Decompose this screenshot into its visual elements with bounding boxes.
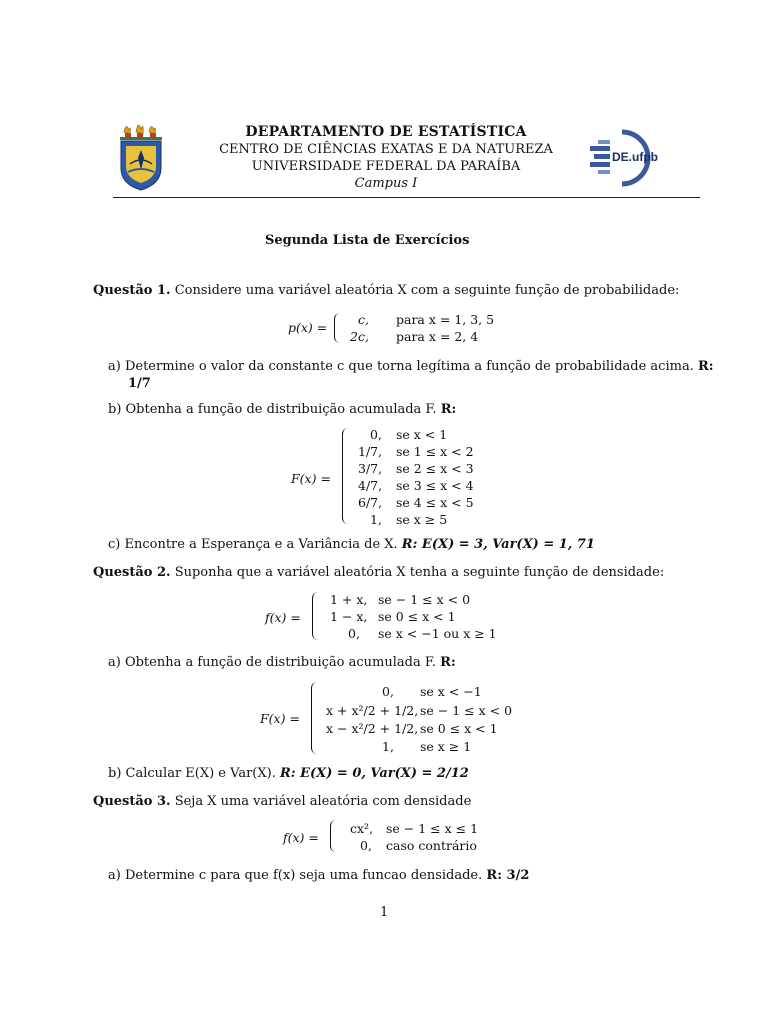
q2-a-r: R: (440, 655, 456, 670)
q1-cdf-r2-val: 1/7, (358, 444, 383, 459)
q2-cdf-r1-val: 0, (382, 684, 394, 699)
q1-c-text: c) Encontre a Esperança e a Variância de X. (108, 537, 398, 552)
q2-cdf-r1-cond: se x < −1 (420, 684, 482, 699)
q2-b-answer: R: E(X) = 0, Var(X) = 2/12 (279, 766, 469, 781)
q3-statement (93, 794, 471, 809)
center-title: CENTRO DE CIÊNCIAS EXATAS E DA NATUREZA (219, 142, 553, 157)
q1-pmf-r2-cond: para x = 2, 4 (396, 329, 479, 344)
q1-cdf-r4-cond: se 3 ≤ x < 4 (396, 478, 474, 493)
q1-pmf-r1-cond: para x = 1, 3, 5 (396, 312, 495, 327)
q2-b-text: b) Calcular E(X) e Var(X). (108, 766, 276, 781)
q1-text: Considere uma variável aleatória X com a seguinte função de probabilidade: (174, 283, 680, 298)
q2-cdf-r2-cond: se − 1 ≤ x < 0 (420, 703, 513, 718)
ufpb-crest-logo (116, 120, 166, 192)
q2-a (108, 655, 456, 670)
q3-pdf-r2-val: 0, (360, 838, 372, 853)
q2-pdf-lhs: f(x) = (265, 610, 301, 625)
q1-cdf-r3-cond: se 2 ≤ x < 3 (396, 461, 474, 476)
q2-cdf-r3-val: x − x²/2 + 1/2, (326, 721, 419, 736)
q1-label: Questão 1. (93, 283, 171, 298)
q1-pmf-brace (334, 313, 341, 343)
q2-b (108, 766, 469, 781)
de-ufpb-logo (588, 128, 658, 188)
q2-pdf-r2-cond: se 0 ≤ x < 1 (378, 609, 456, 624)
q2-pdf-brace (312, 592, 319, 640)
q2-pdf-r3-cond: se x < −1 ou x ≥ 1 (378, 626, 497, 641)
q1-b-text: b) Obtenha a função de distribuição acumulada F. (108, 402, 437, 417)
q3-text: Seja X uma variável aleatória com densidade (174, 794, 472, 809)
university-title: UNIVERSIDADE FEDERAL DA PARAÍBA (251, 159, 521, 174)
q2-pdf-r2-val: 1 − x, (330, 609, 368, 624)
q1-cdf-brace (342, 428, 349, 524)
q3-pdf-r1-val: cx², (350, 821, 374, 836)
q2-cdf-brace (311, 682, 318, 754)
q1-b (108, 402, 456, 417)
q1-a-answer: 1/7 (128, 376, 151, 391)
q1-statement (93, 283, 679, 298)
q1-cdf-r3-val: 3/7, (358, 461, 383, 476)
q3-pdf-r2-cond: caso contrário (386, 838, 477, 853)
q3-a (108, 868, 529, 883)
q1-pmf-lhs: p(x) = (288, 320, 328, 335)
q3-label: Questão 3. (93, 794, 171, 809)
q1-cdf-r4-val: 4/7, (358, 478, 383, 493)
q2-label: Questão 2. (93, 565, 171, 580)
q2-cdf-lhs: F(x) = (260, 711, 300, 726)
q2-pdf-r1-cond: se − 1 ≤ x < 0 (378, 592, 471, 607)
q3-pdf-brace (330, 820, 337, 852)
q2-a-text: a) Obtenha a função de distribuição acumulada F. (108, 655, 436, 670)
q1-cdf-r5-cond: se 4 ≤ x < 5 (396, 495, 474, 510)
q1-a-text: a) Determine o valor da constante c que torna legítima a função de probabilidade acima. (108, 359, 694, 374)
page-number: 1 (380, 905, 389, 920)
q1-cdf-r2-cond: se 1 ≤ x < 2 (396, 444, 474, 459)
q1-cdf-r1-cond: se x < 1 (396, 427, 448, 442)
q1-cdf-lhs: F(x) = (291, 471, 331, 486)
q1-cdf-r6-val: 1, (370, 512, 382, 527)
q2-cdf-r4-cond: se x ≥ 1 (420, 739, 472, 754)
q2-cdf-r3-cond: se 0 ≤ x < 1 (420, 721, 498, 736)
de-ufpb-logo-text: DE.ufpb (612, 150, 658, 164)
q1-pmf-r1-val: c, (358, 312, 369, 327)
q2-statement (93, 565, 664, 580)
q2-cdf-r4-val: 1, (382, 739, 394, 754)
department-title: DEPARTAMENTO DE ESTATÍSTICA (245, 124, 527, 140)
q1-b-r: R: (440, 402, 457, 417)
q1-cdf-r1-val: 0, (370, 427, 382, 442)
q1-cdf-r5-val: 6/7, (358, 495, 383, 510)
q1-c-answer: R: E(X) = 3, Var(X) = 1, 71 (401, 537, 595, 552)
q2-pdf-r1-val: 1 + x, (330, 592, 368, 607)
q3-pdf-r1-cond: se − 1 ≤ x ≤ 1 (386, 821, 479, 836)
q1-cdf-r6-cond: se x ≥ 5 (396, 512, 448, 527)
q1-a (108, 359, 714, 374)
q1-pmf-r2-val: 2c, (350, 329, 369, 344)
q3-a-answer: R: 3/2 (486, 868, 530, 883)
q1-a-r: R: (697, 359, 714, 374)
list-title: Segunda Lista de Exercícios (265, 233, 470, 248)
q3-a-text: a) Determine c para que f(x) seja uma funcao densidade. (108, 868, 483, 883)
header-rule (113, 197, 700, 198)
q2-pdf-r3-val: 0, (348, 626, 360, 641)
q2-cdf-r2-val: x + x²/2 + 1/2, (326, 703, 419, 718)
campus-title: Campus I (354, 176, 418, 191)
q1-c (108, 537, 595, 552)
q2-text: Suponha que a variável aleatória X tenha a seguinte função de densidade: (174, 565, 665, 580)
q3-pdf-lhs: f(x) = (283, 830, 319, 845)
